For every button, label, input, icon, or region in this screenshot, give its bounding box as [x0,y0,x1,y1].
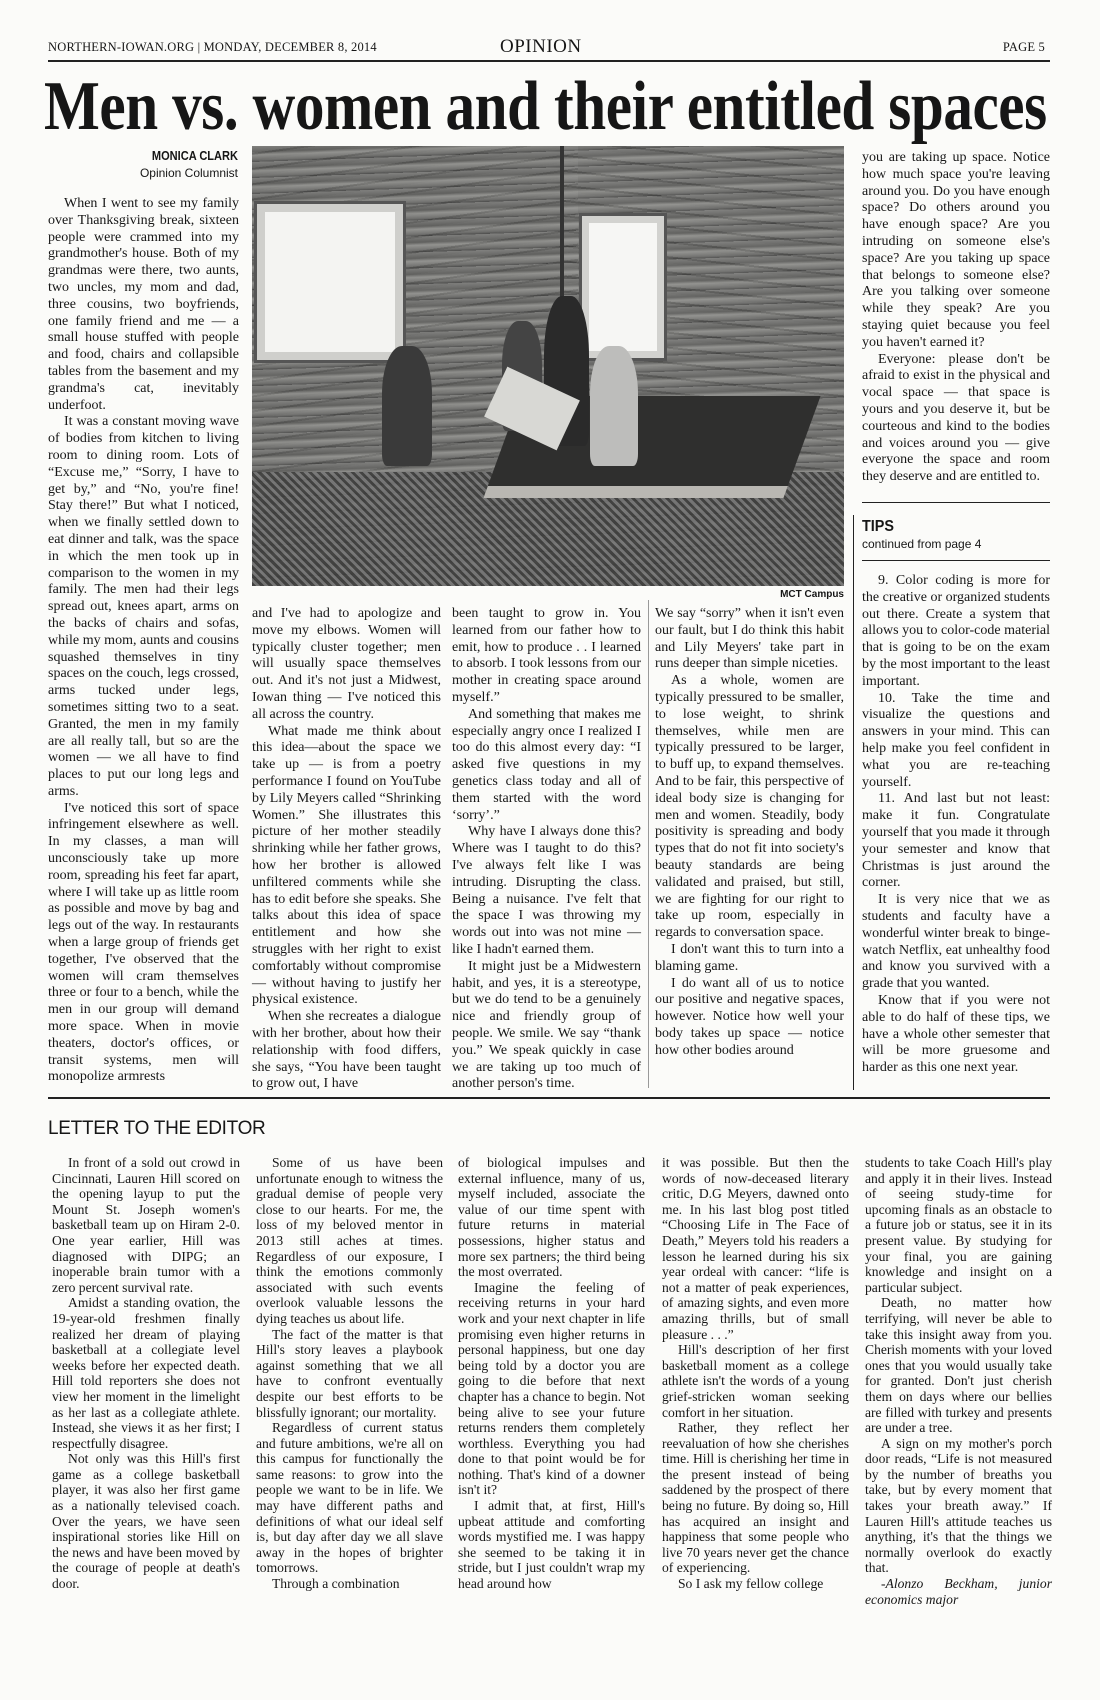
article-column-4 [655,606,844,1060]
paragraph: What made me think about this idea—about the space we take up — is from a poetry performance I found on YouTube by Lily Meyers called “Shrinking Women.” She illustrates this picture of her mother steadily shrinking while her father grows, how her brother is allowed unfiltered comments while she has to edit before she speaks. She talks about this idea of space entitlement and how she struggles with her right to exist comfortably without compromise — without having to justify her physical existence. [252,723,441,1008]
paragraph: Hill's description of her first basketball moment as a college athlete isn't the words of a young grief-stricken woman seeking comfort in her situation. [662,1342,849,1420]
paragraph: When she recreates a dialogue with her brother, about how their relationship with food differs, she says, “You have been taught to grow out, I have [252,1009,441,1092]
paragraph: Amidst a standing ovation, the 19-year-old freshmen finally realized her dream of playing basketball at a collegiate level weeks before her expected death. Hill told reporters she does not view her moment in the limelight as her last as a collegiate athlete. Instead, she views it as her first; I respectfully disagree. [52,1295,240,1451]
photo-credit: MCT Campus [780,589,844,600]
byline [48,148,238,180]
paragraph: Regardless of current status and future ambitions, we're all on this campus for functionally the same reasons: to grow into the people we want to be in life. We may have different paths and definitions of what our ideal self is, but day after day we all slave away in the hopes of brighter tomorrows. [256,1420,443,1576]
author-name: MONICA CLARK [151,148,238,163]
letter-column-3 [458,1155,645,1592]
article-column-2 [252,606,441,1093]
paragraph: Rather, they reflect her reevaluation of how she cherishes time. Hill is cherishing her time in the present instead of being saddened by the prospect of there being no future. By doing so, Hill has acquired an insight and happiness that some people who live 70 years never get the chance of experiencing. [662,1420,849,1576]
column-divider [648,600,649,1088]
paragraph: and I've had to apologize and move my elbows. Women will typically cluster together; men will usually space themselves out. And it's not just a Midwest, Iowan thing — I've noticed this all across the country. [252,606,441,722]
letter-signature: -Alonzo Beckham, junior economics major [865,1576,1052,1607]
letter-column-4 [662,1155,849,1592]
headline: Men vs. women and their entitled spaces [44,68,1047,145]
tips-continued-label: continued from page 4 [862,537,982,551]
tips-title: TIPS [862,518,895,535]
section-rule [48,1097,1050,1099]
paragraph: Everyone: please don't be afraid to exist in the physical and vocal space — that space is yours and you deserve it, but be courteous and kind to the bodies and voices around you — give everyone the space and room they deserve and are entitled to. [862,351,1050,485]
paragraph: 10. Take the time and visualize the questions and answers in your mind. This can help make you feel confident in what you are re-teaching yourself. [862,690,1050,790]
article-photo [252,146,844,586]
paragraph: Know that if you were not able to do half of these tips, we have a whole other semester that will be more gruesome and harder as this one next year. [862,992,1050,1076]
paragraph: 11. And last but not least: make it fun. Congratulate yourself that you made it through your semester and know that Christmas is just around the corner. [862,791,1050,891]
paragraph: It might just be a Midwestern habit, and yes, it is a stereotype, but we do tend to be a genuinely nice and friendly group of people. We smile. We say “thank you.” We speak quickly in case we are taking up too much of another person's time. [452,958,641,1092]
paragraph: As a whole, women are typically pressured to be smaller, to lose weight, to shrink themselves, while men are typically pressured to be larger, to buff up, to expand themselves. And to be fair, this perspective of ideal body size is changing for men and women. Steadily, body positivity is spreading and body types that do not fit into society's beauty standards are being validated and praised, but still, we are fighting for our right to take up room, especially in regards to conversation space. [655,673,844,941]
letter-column-2 [256,1155,443,1592]
paragraph: of biological impulses and external influence, many of us, myself included, associate the value of our time spent with future returns in material possessions, higher status and more sex partners; the third being the most overrated. [458,1155,645,1280]
paragraph: So I ask my fellow college [678,1576,824,1592]
paragraph: In front of a sold out crowd in Cincinnati, Lauren Hill scored on the opening layup to put the Mount St. Joseph women's basketball team up on Hiram 2-0. One year earlier, Hill was diagnosed with DIPG; an inoperable brain tumor with a zero percent survival rate. [52,1155,240,1295]
window-right [582,216,664,358]
paragraph: you are taking up space. Notice how much space you're leaving around you. Do you have enough space? Do others around you have enough space? Are you intruding on someone else's space? Are you taking up space that belongs to someone else? Are you talking over someone while they speak? Are you staying quiet because you feel you haven't earned it? [862,150,1050,350]
page-number: PAGE 5 [1002,40,1045,54]
paragraph: When I went to see my family over Thanksgiving break, sixteen people were crammed into my grandmother's house. Both of my grandmas were there, two aunts, two uncles, my mom and dad, three cousins, two boyfriends, one family friend and me — a small house stuffed with people and food, chairs and collapsible tables from the basement and my grandma's cat, inevitably underfoot. [48,196,239,413]
paragraph: The fact of the matter is that Hill's story leaves a playbook against something that we all have to confront eventually despite our best efforts to be blissfully ignorant; our mortality. [256,1326,443,1420]
window-left [257,204,403,360]
paragraph: I do want all of us to notice our positive and negative spaces, however. Notice how well your body takes up space — notice how other bodies around [655,975,844,1058]
paragraph: been taught to grow in. You learned from our father how to emit, how to produce . . I learned to absorb. I took lessons from our mother in creating space around myself.” [452,606,641,705]
author-role: Opinion Columnist [139,166,238,180]
paragraph: Why have I always done this? Where was I taught to do this? I've always felt like I was intruding. Disrupting the class. Being a nuisance. I've felt that the space I was throwing my words out into was not mine — like I hadn't earned them. [452,824,641,957]
person-man [382,346,432,466]
paragraph: And something that makes me especially angry once I realized I too do this almost every day: “I asked five questions in my genetics class today and all of them started with the word ‘sorry’.” [452,706,641,823]
person-boy [590,346,638,466]
paragraph: I've noticed this sort of space infringement elsewhere as well. In my classes, a man will unconsciously take up more room, spreading his feet far apart, where I will take up as little room as possible and move by bag and legs out of the way. In restaurants when a large group of friends get together, I've observed that the women will cram themselves three or four to a bench, while the men in our group will demand more space. When in movie theaters, doctor's offices, or transit systems, men will monopolize armrests [48,800,239,1085]
section-name: OPINION [500,36,582,57]
header-rule [48,60,1050,62]
paragraph: I don't want this to turn into a blaming game. [655,941,844,974]
tips-top-rule [862,502,1050,503]
letter-column-1 [52,1155,240,1592]
paragraph: Imagine the feeling of receiving returns in your hard work and your next chapter in life promising even higher returns in personal happiness, but one day being told by a doctor you are going to die before that next chapter has a chance to begin. Not being alive to see your future returns renders them completely worthless. Everything you had done to that point would be for nothing. That's kind of a downer isn't it? [458,1279,645,1498]
letter-section-title: LETTER TO THE EDITOR [48,1118,266,1139]
paragraph: Not only was this Hill's first game as a college basketball player, it was also her first game as a nationally televised coach. Over the years, we have seen inspirational stories like Hill on the news and have been moved by the courage of people at death's door. [52,1451,240,1592]
article-column-5 [862,150,1050,486]
article-column-1 [48,196,239,1086]
folio-site-date: NORTHERN-IOWAN.ORG | MONDAY, DECEMBER 8, 2014 [48,40,377,54]
paragraph: students to take Coach Hill's play and apply it in their lives. Instead of seeing study-time for upcoming finals as an obstacle to a future job or status, see it in its present value. By studying for your final, you are gaining knowledge and insight on a particular subject. [865,1155,1052,1295]
paragraph: We say “sorry” when it isn't even our fault, but I do think this habit and Lily Meyers' take part in runs deeper than simple niceties. [655,606,844,672]
letter-column-5 [865,1155,1052,1607]
tips-sub-rule [862,560,1050,561]
article-column-3 [452,606,641,1093]
tips-left-rule [853,515,854,1090]
paragraph: Through a combination [272,1576,400,1592]
paragraph: It is very nice that we as students and faculty have a wonderful winter break to binge-watch Netflix, eat unhealthy food and know you survived with a grade that you wanted. [862,892,1050,992]
paragraph: I admit that, at first, Hill's upbeat attitude and comforting words mystified me. I was happy she seemed to be taking it in stride, but I just couldn't wrap my head around how [458,1498,645,1592]
paragraph: Some of us have been unfortunate enough to witness the gradual demise of people very close to our hearts. For me, the loss of my beloved mentor in 2013 still aches at times. Regardless of our exposure, I think the emotions commonly associated with such events overlook valuable lessons the dying teaches us about life. [256,1155,443,1326]
paragraph: 9. Color coding is more for the creative or organized students out there. Create a system that allows you to color-code material that is going to be on the exam by the most important to the least important. [862,573,1050,689]
paragraph: it was possible. But then the words of now-deceased literary critic, D.G Meyers, dawned onto me. In his last blog post titled “Choosing Life in The Face of Death,” Meyers told his readers a lesson he learned during his six year ordeal with cancer: “life is not a matter of peak experiences, of amazing sights, and even more amazing thrills, but of small pleasure . . .” [662,1155,849,1342]
paragraph: Death, no matter how terrifying, will never be able to take this insight away from you. Cherish moments with your loved ones that you would usually take for granted. Don't just cherish them on days where our bellies are filled with turkey and presents are under a tree. [865,1295,1052,1436]
tips-column [862,573,1050,1077]
tips-header [862,518,1048,551]
paragraph: A sign on my mother's porch door reads, “Life is not measured by the number of breaths you take, but by every moment that takes your breath away.” If Lauren Hill's attitude teaches us anything, it's that the things we normally overlook do exactly that. [865,1435,1052,1576]
paragraph: It was a constant moving wave of bodies from kitchen to living room to dining room. Lots of “Excuse me,” “Sorry, I have to get by,” and “No, you're fine! Stay there!” But what I noticed, when we finally settled down to eat dinner and talk, was the space in which the men took up in comparison to the women in my family. The men had their legs spread out, knees apart, arms on the backs of chairs and sofas, while my mom, aunts and cousins squashed themselves in tiny spaces on the couch, legs crossed, arms tucked under legs, sometimes sitting two to a seat. Granted, the men in my family are all really tall, but so are the women — we all have to find places to put our long legs and arms. [48,414,239,799]
